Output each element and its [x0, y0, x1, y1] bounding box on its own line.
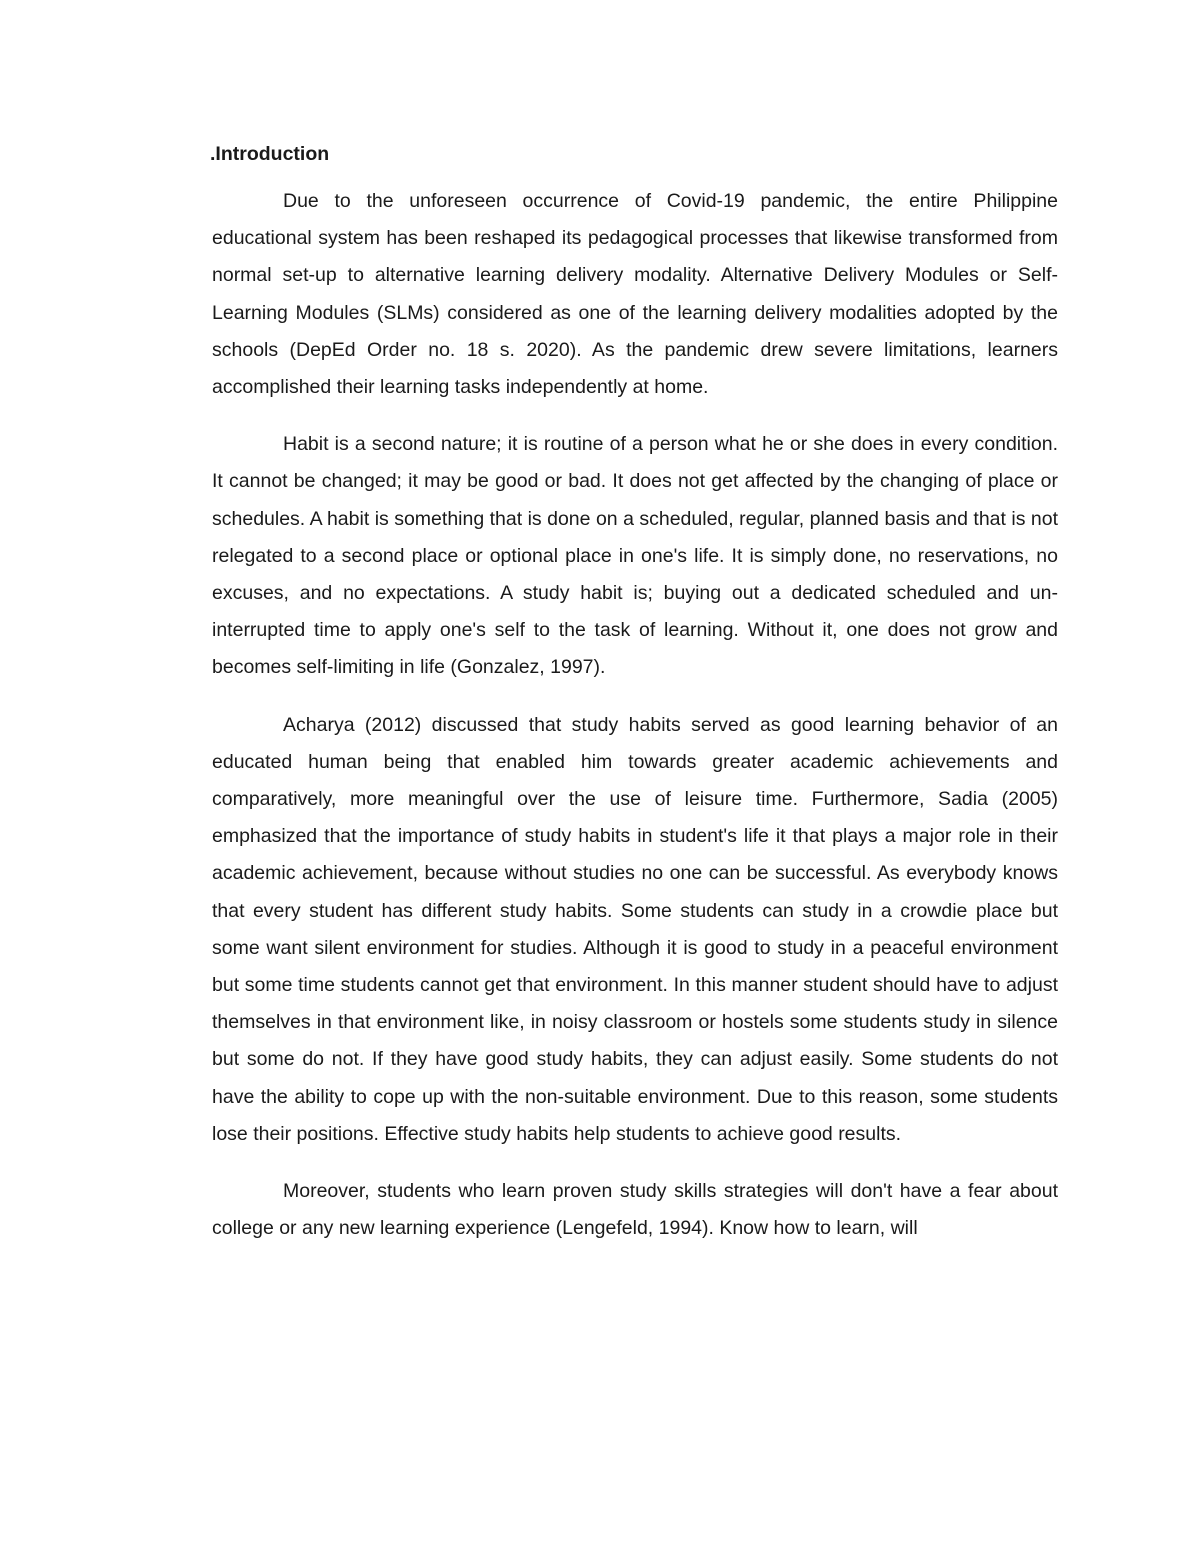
document-body — [212, 138, 1058, 1247]
paragraph-study-skills: Moreover, students who learn proven study skills strategies will don't have a fear about college or any new learning experience (Lengefeld, 1994). Know how to learn, will — [212, 1180, 1058, 1240]
section-heading: .Introduction — [210, 143, 330, 165]
paragraph-habit-definition: Habit is a second nature; it is routine of a person what he or she does in every condition. It cannot be changed; it may be good or bad. It does not get affected by the changing of place or schedules. A habit is something that is done on a scheduled, regular, planned basis and that is not relegated to a second place or optional place in one's life. It is simply done, no reservations, no excuses, and no expectations. A study habit is; buying out a dedicated scheduled and un-interrupted time to apply one's self to the task of learning. Without it, one does not grow and becomes self-limiting in life (Gonzalez, 1997). — [212, 433, 1058, 679]
paragraph-covid-context: Due to the unforeseen occurrence of Covid-19 pandemic, the entire Philippine educational system has been reshaped its pedagogical processes that likewise transformed from normal set-up to alternative learning delivery modality. Alternative Delivery Modules or Self-Learning Modules (SLMs) considered as one of the learning delivery modalities adopted by the schools (DepEd Order no. 18 s. 2020). As the pandemic drew severe limitations, learners accomplished their learning tasks independently at home. — [212, 190, 1058, 399]
paragraph-study-habits-literature: Acharya (2012) discussed that study habits served as good learning behavior of an educated human being that enabled him towards greater academic achievements and comparatively, more meaningful over the use of leisure time. Furthermore, Sadia (2005) emphasized that the importance of study habits in student's life it that plays a major role in their academic achievement, because without studies no one can be successful. As everybody knows that every student has different study habits. Some students can study in a crowdie place but some want silent environment for studies. Although it is good to study in a peaceful environment but some time students cannot get that environment. In this manner student should have to adjust themselves in that environment like, in noisy classroom or hostels some students study in silence but some do not. If they have good study habits, they can adjust easily. Some students do not have the ability to cope up with the non-suitable environment. Due to this reason, some students lose their positions. Effective study habits help students to achieve good results. — [212, 713, 1058, 1145]
